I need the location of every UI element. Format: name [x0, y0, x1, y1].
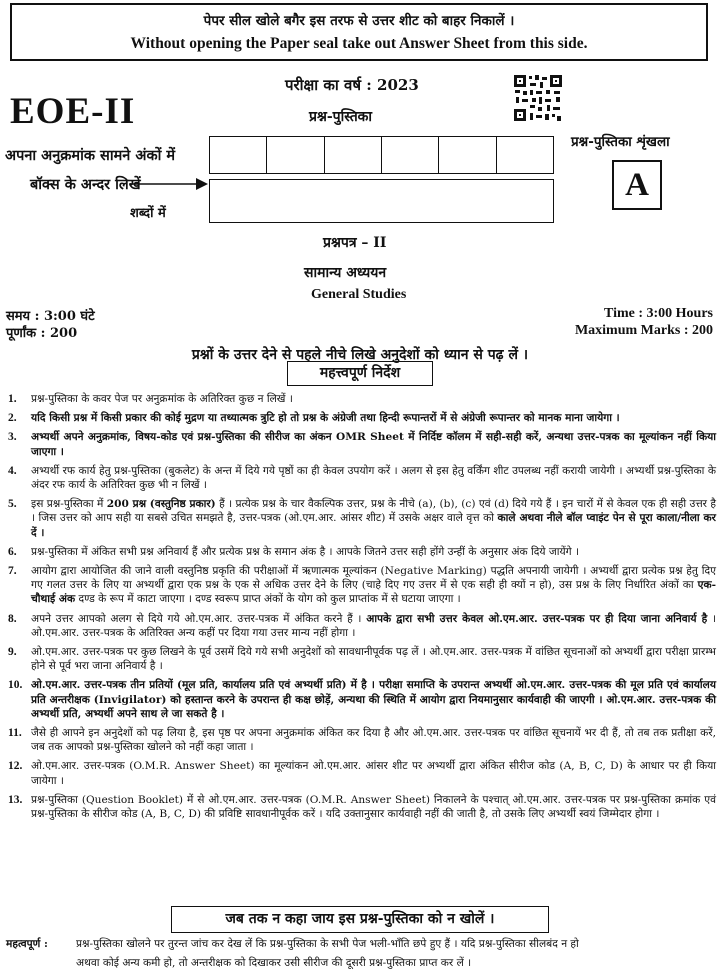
instruction-text: ओ.एम.आर. उत्तर-पत्रक तीन प्रतियों (मूल प्रति, कार्यालय प्रति एवं अभ्यर्थी प्रति) में है । परीक्षा समाप्ति के उपरान्त अभ्यर्थी ओ.एम.आर. उत्तर-पत्रक की मूल प्रति एवं कार्यालय प्रति अन्तरीक्षक (Invigilator) को हस्तान्त करने के उपरान्त ही कक्ष छोड़ें, अन्यथा की स्थिति में आयोग द्वारा नियमानुसार कार्यवाही की जाएगी । ओ.एम.आर. उत्तर-पत्रक की अभ्यर्थी प्रति, अभ्यर्थी अपने साथ ले जा सकते है ।: [31, 679, 716, 720]
instruction-item: [8, 678, 716, 721]
instruction-number: 1.: [8, 393, 17, 405]
important-note-label: महत्वपूर्ण :: [6, 938, 48, 950]
instruction-number: 8.: [8, 612, 17, 625]
exam-code: EOE-II: [10, 91, 136, 132]
instruction-text: इस प्रश्न-पुस्तिका में 200 प्रश्न (वस्तुनिष्ठ प्रकार) हैं । प्रत्येक प्रश्न के चार वैकल्पिक उत्तर, प्रश्न के नीचे (a), (b), (c) एवं (d) दिये गये हैं । इन चारों में से केवल एक ही सही उत्तर है । जिस उत्तर को आप सही या सबसे उचित समझते है, उत्तर-पत्रक (ओ.एम.आर. आंसर शीट) में उसके अक्षर वाले वृत्त को काले अथवा नीले बॉल प्वाइंट पेन से पूरा काला/नीला कर दें ।: [31, 498, 717, 539]
seal-notice-hindi: पेपर सील खोले बगैर इस तरफ से उत्तर शीट को बाहर निकालें ।: [203, 13, 515, 29]
instruction-number: 11.: [8, 727, 22, 740]
instruction-number: 4.: [8, 464, 17, 477]
instruction-item: [8, 793, 716, 821]
instruction-text: आयोग द्वारा आयोजित की जाने वाली वस्तुनिष्ठ प्रकृति की परीक्षाओं में ऋणात्मक मूल्यांकन (Negative Marking) पद्धति अपनायी जायेगी । अभ्यर्थी द्वारा प्रत्येक प्रश्न हेतु दिए गए गलत उत्तर के लिए या अभ्यर्थी द्वारा एक प्रश्न के एक से अधिक उत्तर देने के लिए (चाहे दिए गए उत्तर में से एक सही ही क्यों न हो), उस प्रश्न के लिए निर्धारित अंकों का एक-चौथाई अंक दण्ड के रूप में काटा जाएगा । दण्ड स्वरूप प्राप्त अंकों के योग को कुल प्राप्तांक में से घटाया जाएगा ।: [31, 565, 716, 606]
instruction-number: 7.: [8, 565, 17, 578]
roll-instruction-line2: बॉक्स के अन्दर लिखें: [30, 176, 141, 193]
instruction-text: यदि किसी प्रश्न में किसी प्रकार की कोई मुद्रण या तथ्यात्मक त्रुटि हो तो प्रश्न के अंग्रेजी तथा हिन्दी रूपान्तरों में से अंग्रेजी रूपान्तर को मानक माना जायेगा ।: [31, 412, 620, 425]
instruction-text: जैसे ही आपने इन अनुदेशों को पढ़ लिया है, इस पृष्ठ पर अपना अनुक्रमांक अंकित कर दिया है और ओ.एम.आर. उत्तर-पत्रक पर वांछित सूचनायें भर दी हैं, तो तब तक प्रतीक्षा करें, जब तक आपको प्रश्न-पुस्तिका खोलने को नहीं कहा जाता ।: [31, 727, 716, 754]
booklet-series-label: प्रश्न-पुस्तिका शृंखला: [571, 134, 670, 150]
instruction-item: [8, 726, 716, 754]
instruction-number: 10.: [8, 679, 23, 692]
roll-number-words-box[interactable]: [209, 179, 554, 223]
roll-digit-box[interactable]: [325, 137, 382, 173]
roll-instruction-line1: अपना अनुक्रमांक सामने अंकों में: [5, 147, 176, 164]
instruction-item: [8, 645, 716, 673]
instruction-text: अभ्यर्थी रफ कार्य हेतु प्रश्न-पुस्तिका (बुकलेट) के अन्त में दिये गये पृष्ठों का ही केवल उपयोग करें । अलग से इस हेतु वर्किंग शीट उपलब्ध नहीं करायी जायेगी । अभ्यर्थी प्रश्न-पुस्तिका के अंदर रफ कार्य के अतिरिक्त कुछ भी न लिखें ।: [31, 464, 716, 492]
instruction-item: [8, 411, 716, 425]
exam-year: परीक्षा का वर्ष : 2023: [285, 76, 419, 94]
instruction-number: 3.: [8, 431, 17, 444]
roll-digit-box[interactable]: [382, 137, 439, 173]
roll-in-words-label: शब्दों में: [130, 206, 166, 221]
booklet-label: प्रश्न-पुस्तिका: [309, 109, 373, 125]
instruction-number: 5.: [8, 498, 17, 511]
instruction-item: [8, 430, 716, 458]
roll-digit-box[interactable]: [439, 137, 496, 173]
instruction-item: [8, 759, 716, 787]
roll-digit-box[interactable]: [210, 137, 267, 173]
qr-code-icon: [512, 73, 564, 123]
instruction-number: 13.: [8, 793, 23, 806]
important-note-line2: अथवा कोई अन्य कमी हो, तो अन्तरीक्षक को दिखाकर उसी सीरीज की दूसरी प्रश्न-पुस्तिका प्राप्त कर लें ।: [76, 957, 472, 969]
paper-number: प्रश्नपत्र – II: [323, 235, 387, 251]
roll-digit-box[interactable]: [267, 137, 324, 173]
instruction-number: 2.: [8, 412, 17, 425]
marks-english: Maximum Marks : 200: [574, 323, 713, 338]
instruction-item: [8, 545, 716, 559]
instruction-text: प्रश्न-पुस्तिका (Question Booklet) में से ओ.एम.आर. उत्तर-पत्रक (O.M.R. Answer Sheet) निकालने के पश्चात् ओ.एम.आर. उत्तर-पत्रक पर प्रश्न-पुस्तिका क्रमांक एवं प्रश्न-पुस्तिका के सीरीज कोड (A, B, C, D) की प्रविष्टि सावधानीपूर्वक करें । यदि उक्तानुसार कार्यवाही नहीं की जाती है, तो उसके लिए अभ्यर्थी स्वयं जिम्मेदार होगा ।: [31, 793, 716, 821]
important-note-line1: प्रश्न-पुस्तिका खोलने पर तुरन्त जांच कर देख लें कि प्रश्न-पुस्तिका के सभी पेज भली-भाँति छपे हुए हैं । यदि प्रश्न-पुस्तिका सीलबंद न हो: [76, 938, 579, 950]
instruction-text: ओ.एम.आर. उत्तर-पत्रक (O.M.R. Answer Sheet) का मूल्यांकन ओ.एम.आर. आंसर शीट पर अभ्यर्थी द्वारा अंकित सीरीज कोड (A, B, C, D) के आधार पर ही किया जायेगा ।: [31, 760, 716, 787]
read-instructions-note: प्रश्नों के उत्तर देने से पहले नीचे लिखे अनुदेशों को ध्यान से पढ़ लें ।: [191, 347, 529, 363]
time-english: Time : 3:00 Hours: [603, 306, 713, 321]
instruction-text: अपने उत्तर आपको अलग से दिये गये ओ.एम.आर. उत्तर-पत्रक में अंकित करने हैं । आपके द्वारा सभी उत्तर केवल ओ.एम.आर. उत्तर-पत्रक पर ही दिया जाना अनिवार्य है । ओ.एम.आर. उत्तर-पत्रक के अतिरिक्त अन्य कहीं पर दिया गया उत्तर मान्य नहीं होगा ।: [31, 612, 716, 639]
instruction-text: प्रश्न-पुस्तिका में अंकित सभी प्रश्न अनिवार्य हैं और प्रत्येक प्रश्न के समान अंक है । आपके जितने उत्तर सही होंगे उन्हीं के अनुसार अंक दिये जायेंगे ।: [31, 545, 579, 558]
instruction-text: ओ.एम.आर. उत्तर-पत्रक पर कुछ लिखने के पूर्व उसमें दिये गये सभी अनुदेशों को सावधानीपूर्वक पढ़ लें । ओ.एम.आर. उत्तर-पत्रक में वांछित सूचनाओं को अभ्यर्थी द्वारा परीक्षा प्रारम्भ होने से पूर्व भरा जाना अनिवार्य है ।: [31, 646, 716, 673]
marks-hindi: पूर्णांक : 200: [6, 326, 78, 341]
instructions-list: [8, 392, 716, 826]
important-instructions-heading: महत्त्वपूर्ण निर्देश: [287, 361, 433, 386]
instruction-item: [8, 612, 716, 640]
instruction-text: प्रश्न-पुस्तिका के कवर पेज पर अनुक्रमांक के अतिरिक्त कुछ न लिखें ।: [31, 393, 293, 405]
instruction-number: 6.: [8, 545, 17, 558]
subject-hindi: सामान्य अध्ययन: [304, 265, 387, 281]
subject-english: General Studies: [311, 287, 407, 302]
booklet-series-box: A: [612, 160, 662, 210]
instruction-number: 9.: [8, 646, 17, 659]
instruction-item: [8, 392, 716, 406]
roll-digit-box[interactable]: [497, 137, 553, 173]
seal-notice-english: Without opening the Paper seal take out Answer Sheet from this side.: [130, 35, 588, 52]
arrow-right-icon: [130, 177, 208, 191]
instruction-text: अभ्यर्थी अपने अनुक्रमांक, विषय-कोड एवं प्रश्न-पुस्तिका की सीरीज का अंकन OMR Sheet में निर्दिष्ट कॉलम में सही-सही करें, अन्यथा उत्तर-पत्रक का मूल्यांकन नहीं किया जाएगा ।: [31, 431, 716, 458]
paper-seal-notice: [10, 3, 708, 61]
instruction-number: 12.: [8, 760, 23, 773]
instruction-item: [8, 564, 716, 607]
instruction-item: [8, 464, 716, 492]
instruction-item: [8, 497, 716, 540]
roll-number-digit-boxes: [209, 136, 554, 174]
time-hindi: समय : 3:00 घंटे: [6, 309, 95, 324]
do-not-open-notice: जब तक न कहा जाय इस प्रश्न-पुस्तिका को न खोलें ।: [171, 906, 549, 933]
